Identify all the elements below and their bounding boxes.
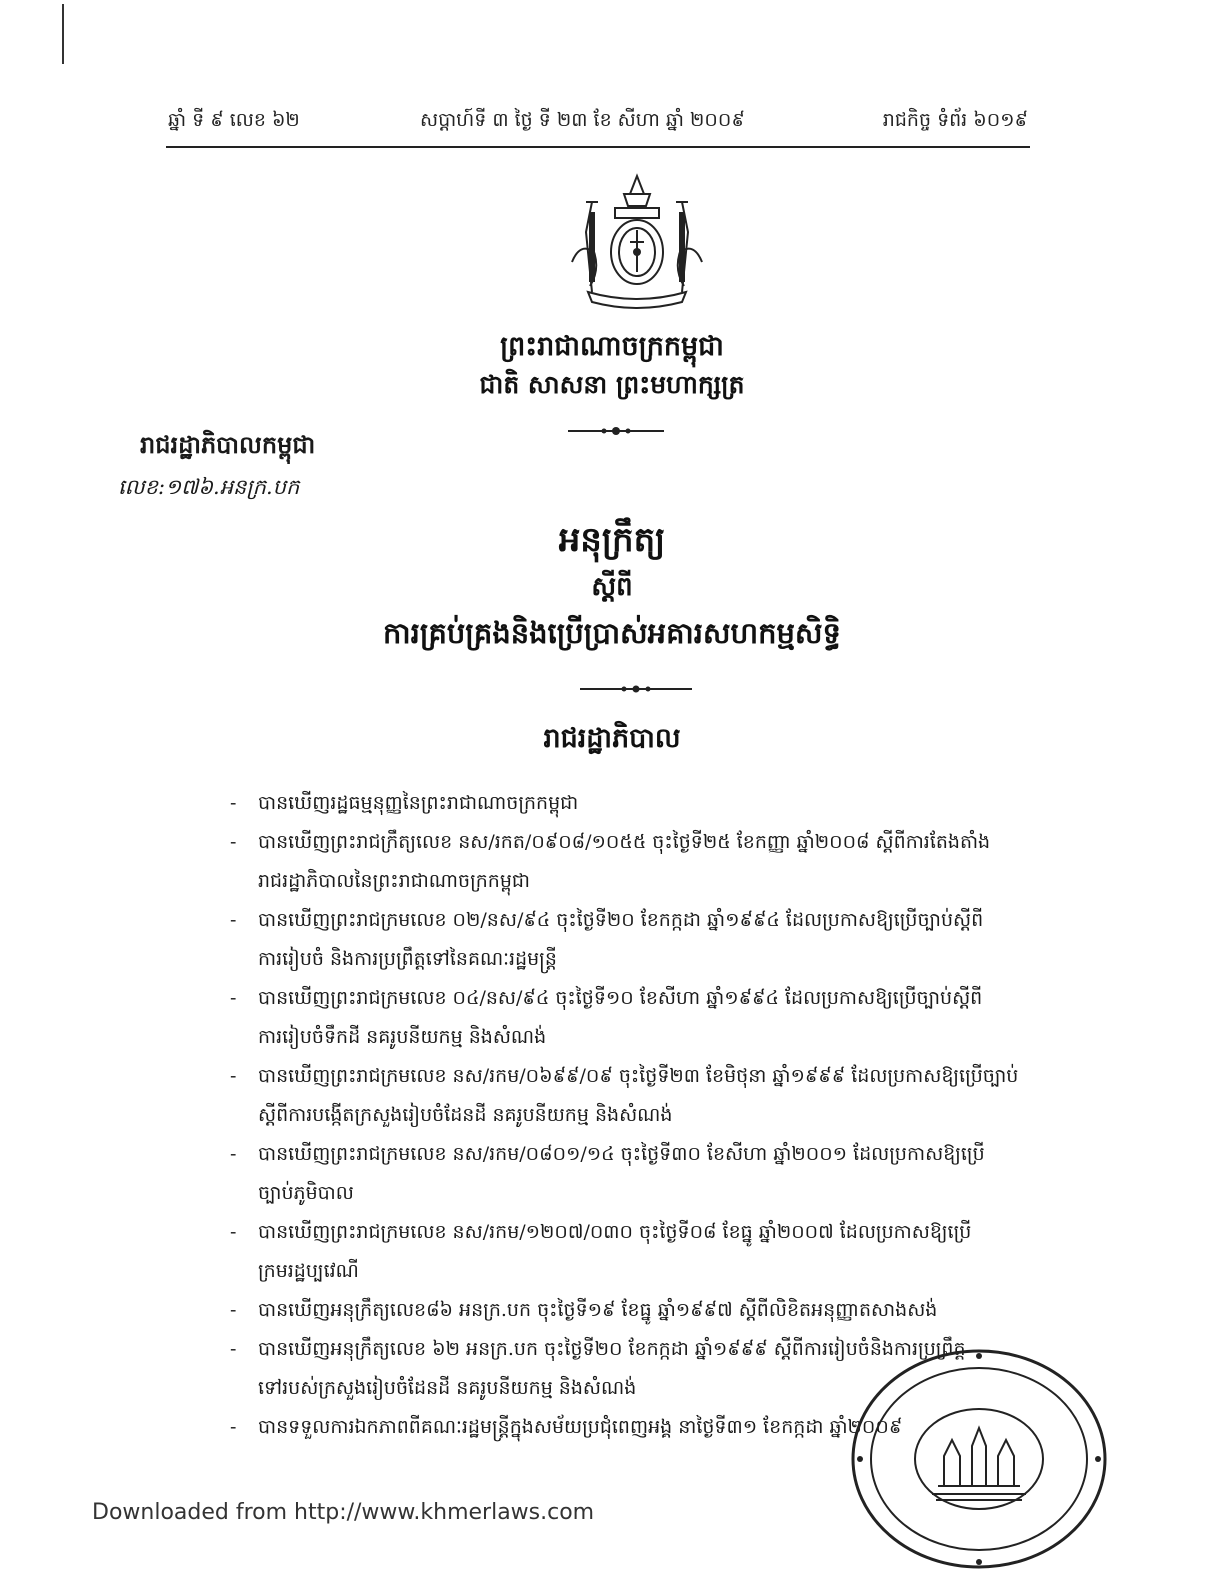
concerning-label: ស្ដីពី xyxy=(591,572,633,602)
list-dash: - xyxy=(230,1299,237,1321)
visa-line: បានឃើញព្រះរាជក្រមលេខ ០៤/នស/៩៤ ចុះថ្ងៃទី១០ ខែសីហា ឆ្នាំ១៩៩៤ ដែលប្រកាសឱ្យប្រើច្បាប់ស្ដីពី xyxy=(258,987,983,1009)
margin-mark-top xyxy=(62,4,64,64)
visa-item xyxy=(230,979,1060,1057)
visa-line: ទៅរបស់ក្រសួងរៀបចំដែនដី នគរូបនីយកម្ម និងសំណង់ xyxy=(258,1377,637,1399)
gazette-header xyxy=(168,108,1028,138)
list-dash: - xyxy=(230,1221,237,1243)
list-dash: - xyxy=(230,909,237,931)
kingdom-title: ព្រះរាជាណាចក្រកម្ពុជា xyxy=(500,331,724,362)
header-rule xyxy=(166,146,1030,148)
issuing-authority: រាជរដ្ឋាភិបាលកម្ពុជា xyxy=(140,430,316,459)
visa-line: រាជរដ្ឋាភិបាលនៃព្រះរាជាណាចក្រកម្ពុជា xyxy=(258,870,531,892)
visa-line: បានឃើញរដ្ឋធម្មនុញ្ញនៃព្រះរាជាណាចក្រកម្ពុជា xyxy=(258,792,579,814)
visa-line: ការរៀបចំ និងការប្រព្រឹត្តទៅនៃគណៈរដ្ឋមន្ត្រី xyxy=(258,948,557,970)
visa-line: បានឃើញព្រះរាជក្រមលេខ ០២/នស/៩៤ ចុះថ្ងៃទី២០ ខែកក្កដា ឆ្នាំ១៩៩៤ ដែលប្រកាសឱ្យប្រើច្បាប់ស្ដីពី xyxy=(258,909,984,931)
decree-subject: ការគ្រប់គ្រងនិងប្រើប្រាស់អគារសហកម្មសិទ្ធិ xyxy=(383,616,841,650)
official-seal-icon xyxy=(848,1346,1110,1572)
visa-line: ច្បាប់ភូមិបាល xyxy=(258,1182,354,1204)
visa-item xyxy=(230,1213,1060,1291)
document-type: អនុក្រឹត្យ xyxy=(558,520,666,560)
visa-line: បានឃើញអនុក្រឹត្យលេខ ៦២ អនក្រ.បក ចុះថ្ងៃទី២០ ខែកក្កដា ឆ្នាំ១៩៩៩ ស្ដីពីការរៀបចំនិងការប្រព្រឹត្ត xyxy=(258,1338,966,1360)
visa-item xyxy=(230,823,1060,901)
royal-coat-of-arms-icon xyxy=(552,172,722,312)
gazette-date: សប្ដាហ៍ទី ៣ ថ្ងៃ ទី ២៣ ខែ សីហា ឆ្នាំ ២០០៩ xyxy=(420,109,745,131)
visa-line: បានឃើញអនុក្រឹត្យលេខ៨៦ អនក្រ.បក ចុះថ្ងៃទី១៩ ខែធ្នូ ឆ្នាំ១៩៩៧ ស្ដីពីលិខិតអនុញ្ញាតសាងសង់ xyxy=(258,1299,938,1321)
gazette-page: រាជកិច្ច ទំព័រ ៦០១៩ xyxy=(882,109,1028,131)
national-motto: ជាតិ សាសនា ព្រះមហាក្សត្រ xyxy=(479,370,745,399)
visa-line: បានឃើញព្រះរាជក្រមលេខ នស/រកម/១២០៧/០៣០ ចុះថ្ងៃទី០៨ ខែធ្នូ ឆ្នាំ២០០៧ ដែលប្រកាសឱ្យប្រើ xyxy=(258,1221,972,1243)
government-heading: រាជរដ្ឋាភិបាល xyxy=(543,723,681,754)
visa-item xyxy=(230,784,1060,823)
visa-line: បានឃើញព្រះរាជក្រឹត្យលេខ នស/រកត/០៩០៨/១០៥៥ ចុះថ្ងៃទី២៥ ខែកញ្ញា ឆ្នាំ២០០៨ ស្ដីពីការតែងតាំង xyxy=(258,831,991,853)
visa-item xyxy=(230,1057,1060,1135)
list-dash: - xyxy=(230,1338,237,1360)
visa-line: ស្ដីពីការបង្កើតក្រសួងរៀបចំដែនដី នគរូបនីយកម្ម និងសំណង់ xyxy=(258,1104,673,1126)
visa-line: បានទទួលការឯកភាពពីគណៈរដ្ឋមន្ត្រីក្នុងសម័យប្រជុំពេញអង្គ នាថ្ងៃទី៣១ ខែកក្កដា ឆ្នាំ២០០៩ xyxy=(258,1416,903,1438)
list-dash: - xyxy=(230,1143,237,1165)
gazette-issue: ឆ្នាំ ទី ៩ លេខ ៦២ xyxy=(168,109,300,131)
visa-line: បានឃើញព្រះរាជក្រមលេខ នស/រកម/០៦៩៩/០៩ ចុះថ្ងៃទី២៣ ខែមិថុនា ឆ្នាំ១៩៩៩ ដែលប្រកាសឱ្យប្រើច្បាប់ xyxy=(258,1065,1019,1087)
list-dash: - xyxy=(230,987,237,1009)
ornament-divider-icon xyxy=(568,424,664,438)
footer-source: Downloaded from http://www.khmerlaws.com xyxy=(92,1500,595,1525)
list-dash: - xyxy=(230,831,237,853)
list-dash: - xyxy=(230,1065,237,1087)
decree-number: លេខ:១៧៦.អនក្រ.បក xyxy=(118,475,300,499)
visa-item xyxy=(230,901,1060,979)
visa-line: ក្រមរដ្ឋប្បវេណី xyxy=(258,1260,359,1282)
ornament-divider-icon xyxy=(580,682,692,696)
visa-item xyxy=(230,1135,1060,1213)
visa-line: ការរៀបចំទឹកដី នគរូបនីយកម្ម និងសំណង់ xyxy=(258,1026,547,1048)
list-dash: - xyxy=(230,792,237,814)
visa-line: បានឃើញព្រះរាជក្រមលេខ នស/រកម/០៨០១/១៤ ចុះថ្ងៃទី៣០ ខែសីហា ឆ្នាំ២០០១ ដែលប្រកាសឱ្យប្រើ xyxy=(258,1143,985,1165)
list-dash: - xyxy=(230,1416,237,1438)
visa-item xyxy=(230,1291,1060,1330)
